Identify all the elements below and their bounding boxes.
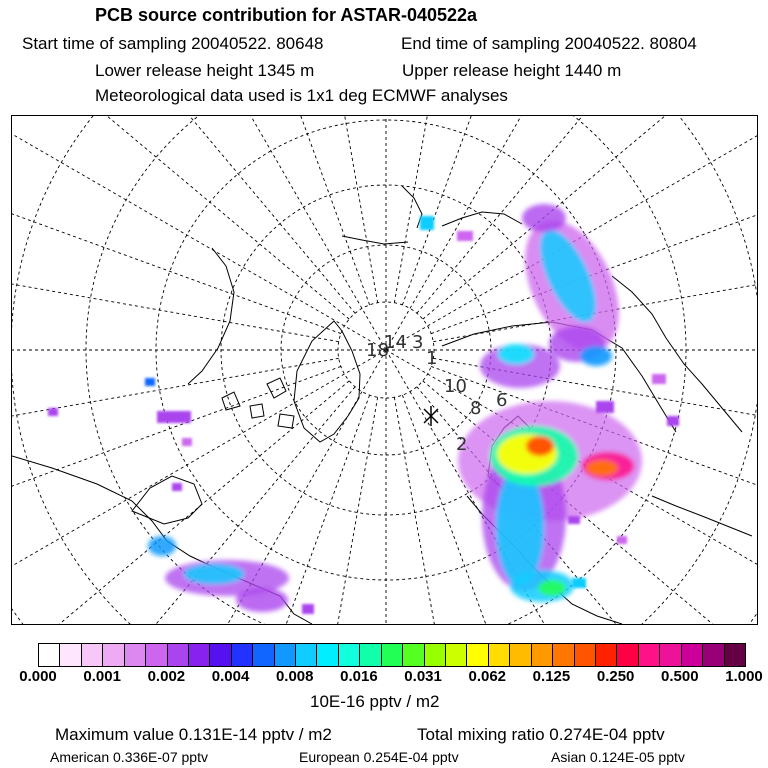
plume-patch	[498, 344, 534, 364]
plume-patch	[184, 564, 244, 584]
color-scale-cell	[275, 644, 296, 666]
color-scale-cell	[553, 644, 574, 666]
asia-coastline-east	[612, 276, 742, 432]
plume-patch	[157, 411, 191, 423]
european-contribution: European 0.254E-04 pptv	[299, 749, 459, 765]
station-label: 10	[444, 376, 467, 397]
station-label: 3	[412, 332, 424, 353]
station-label: 14	[384, 332, 407, 353]
color-scale-tick-label: 0.004	[211, 668, 250, 685]
color-scale-ticks	[0, 668, 768, 690]
maximum-value-label: Maximum value 0.131E-14 pptv / m2	[55, 725, 332, 744]
color-scale-cell	[467, 644, 488, 666]
color-scale-cell	[210, 644, 231, 666]
american-contribution: American 0.336E-07 pptv	[50, 749, 208, 765]
plume-patch	[148, 536, 176, 556]
color-scale-tick-label: 0.062	[468, 668, 507, 685]
upper-release-height: Upper release height 1440 m	[402, 61, 622, 80]
color-scale-tick-label: 0.001	[83, 668, 121, 685]
map-title: PCB source contribution for ASTAR-040522a	[95, 5, 478, 25]
plume-patch	[302, 604, 314, 614]
plume-patch	[522, 204, 566, 232]
color-scale-cell	[510, 644, 531, 666]
color-scale-tick-label: 0.016	[340, 668, 378, 685]
map-panel	[11, 115, 758, 625]
color-scale-cell	[39, 644, 60, 666]
plume-patch	[586, 460, 618, 476]
color-scale-cell	[360, 644, 381, 666]
plume-patch	[182, 438, 192, 446]
polar-map	[12, 116, 757, 624]
color-scale-tick-label: 0.008	[275, 668, 314, 685]
arctic-islands-coastline	[222, 378, 294, 428]
color-scale-cell	[60, 644, 81, 666]
start-time-label: Start time of sampling 20040522. 80648	[22, 34, 324, 53]
color-scale-cell	[253, 644, 274, 666]
color-scale-cell	[489, 644, 510, 666]
color-scale-cell	[639, 644, 660, 666]
color-scale-bar	[38, 643, 746, 667]
meridian-line	[12, 116, 349, 319]
color-scale-cell	[317, 644, 338, 666]
color-scale-tick-label: 0.000	[19, 668, 57, 685]
plume-patch	[172, 483, 182, 491]
plume-patch	[526, 436, 554, 456]
color-scale-tick-label: 0.500	[661, 668, 699, 685]
color-scale-cell	[532, 644, 553, 666]
color-scale-tick-label: 0.031	[404, 668, 442, 685]
mediterranean-coastline	[652, 496, 752, 536]
plume-patch	[145, 378, 155, 386]
color-scale-cell	[682, 644, 703, 666]
color-scale-cell	[168, 644, 189, 666]
plume-patch	[596, 401, 614, 413]
color-scale-cell	[82, 644, 103, 666]
color-scale-cell	[725, 644, 745, 666]
release-point-marker	[424, 406, 438, 426]
color-scale-cell	[232, 644, 253, 666]
plume-patch	[652, 374, 666, 384]
color-scale-cell	[103, 644, 124, 666]
color-scale-cell	[596, 644, 617, 666]
meridian-line	[78, 116, 369, 305]
plume-patch	[538, 580, 566, 596]
color-scale-tick-label: 0.250	[596, 668, 635, 685]
color-scale-cell	[660, 644, 681, 666]
meridian-line	[12, 116, 341, 334]
lower-release-height: Lower release height 1345 m	[95, 61, 315, 80]
color-scale-cell	[189, 644, 210, 666]
color-scale-cell	[382, 644, 403, 666]
plume-patch	[667, 416, 679, 426]
color-scale-tick-label: 1.000	[725, 668, 763, 685]
station-label: 8	[470, 398, 482, 419]
kamchatka-coastline	[402, 186, 422, 228]
color-scale-cell	[403, 644, 424, 666]
latitude-circle	[12, 116, 757, 624]
hudson-bay-coastline	[132, 476, 202, 524]
color-scale-cell	[339, 644, 360, 666]
plume-patch	[420, 216, 434, 230]
color-scale-tick-label: 0.002	[147, 668, 186, 685]
station-label: 1	[426, 348, 438, 369]
plume-patch	[457, 231, 473, 241]
color-scale-cell	[125, 644, 146, 666]
color-scale-cell	[296, 644, 317, 666]
asia-coastline-northeast	[442, 212, 522, 226]
plume-patch	[48, 408, 58, 416]
total-mixing-ratio-label: Total mixing ratio 0.274E-04 pptv	[417, 725, 665, 744]
end-time-label: End time of sampling 20040522. 80804	[401, 34, 697, 53]
station-label: 6	[496, 390, 508, 411]
meridian-line	[230, 116, 378, 303]
color-scale-cell	[446, 644, 467, 666]
color-scale-cell	[146, 644, 167, 666]
latitude-circle	[12, 116, 757, 624]
plume-patch	[617, 536, 627, 544]
color-scale-cell	[575, 644, 596, 666]
meteorological-data-label: Meteorological data used is 1x1 deg ECMWF analyses	[95, 86, 508, 105]
concentration-plumes	[148, 204, 642, 612]
meridian-line	[12, 116, 355, 313]
arctic-coast-north	[342, 236, 408, 244]
plume-patch	[580, 346, 612, 366]
asian-contribution: Asian 0.124E-05 pptv	[551, 749, 685, 765]
plume-patch	[236, 588, 288, 612]
meridian-lines	[12, 116, 757, 624]
color-scale-cell	[425, 644, 446, 666]
color-scale-tick-label: 0.125	[532, 668, 571, 685]
meridian-line	[394, 116, 542, 303]
color-scale-unit: 10E-16 pptv / m2	[310, 692, 440, 711]
color-scale-cell	[703, 644, 724, 666]
plume-patch	[568, 516, 580, 524]
color-scale-cell	[617, 644, 638, 666]
station-label: 18	[366, 340, 389, 361]
latitude-circle	[12, 116, 757, 624]
latitude-circles	[12, 116, 757, 624]
coastlines	[12, 186, 752, 624]
plume-patch	[572, 578, 586, 588]
station-label: 2	[456, 434, 468, 455]
